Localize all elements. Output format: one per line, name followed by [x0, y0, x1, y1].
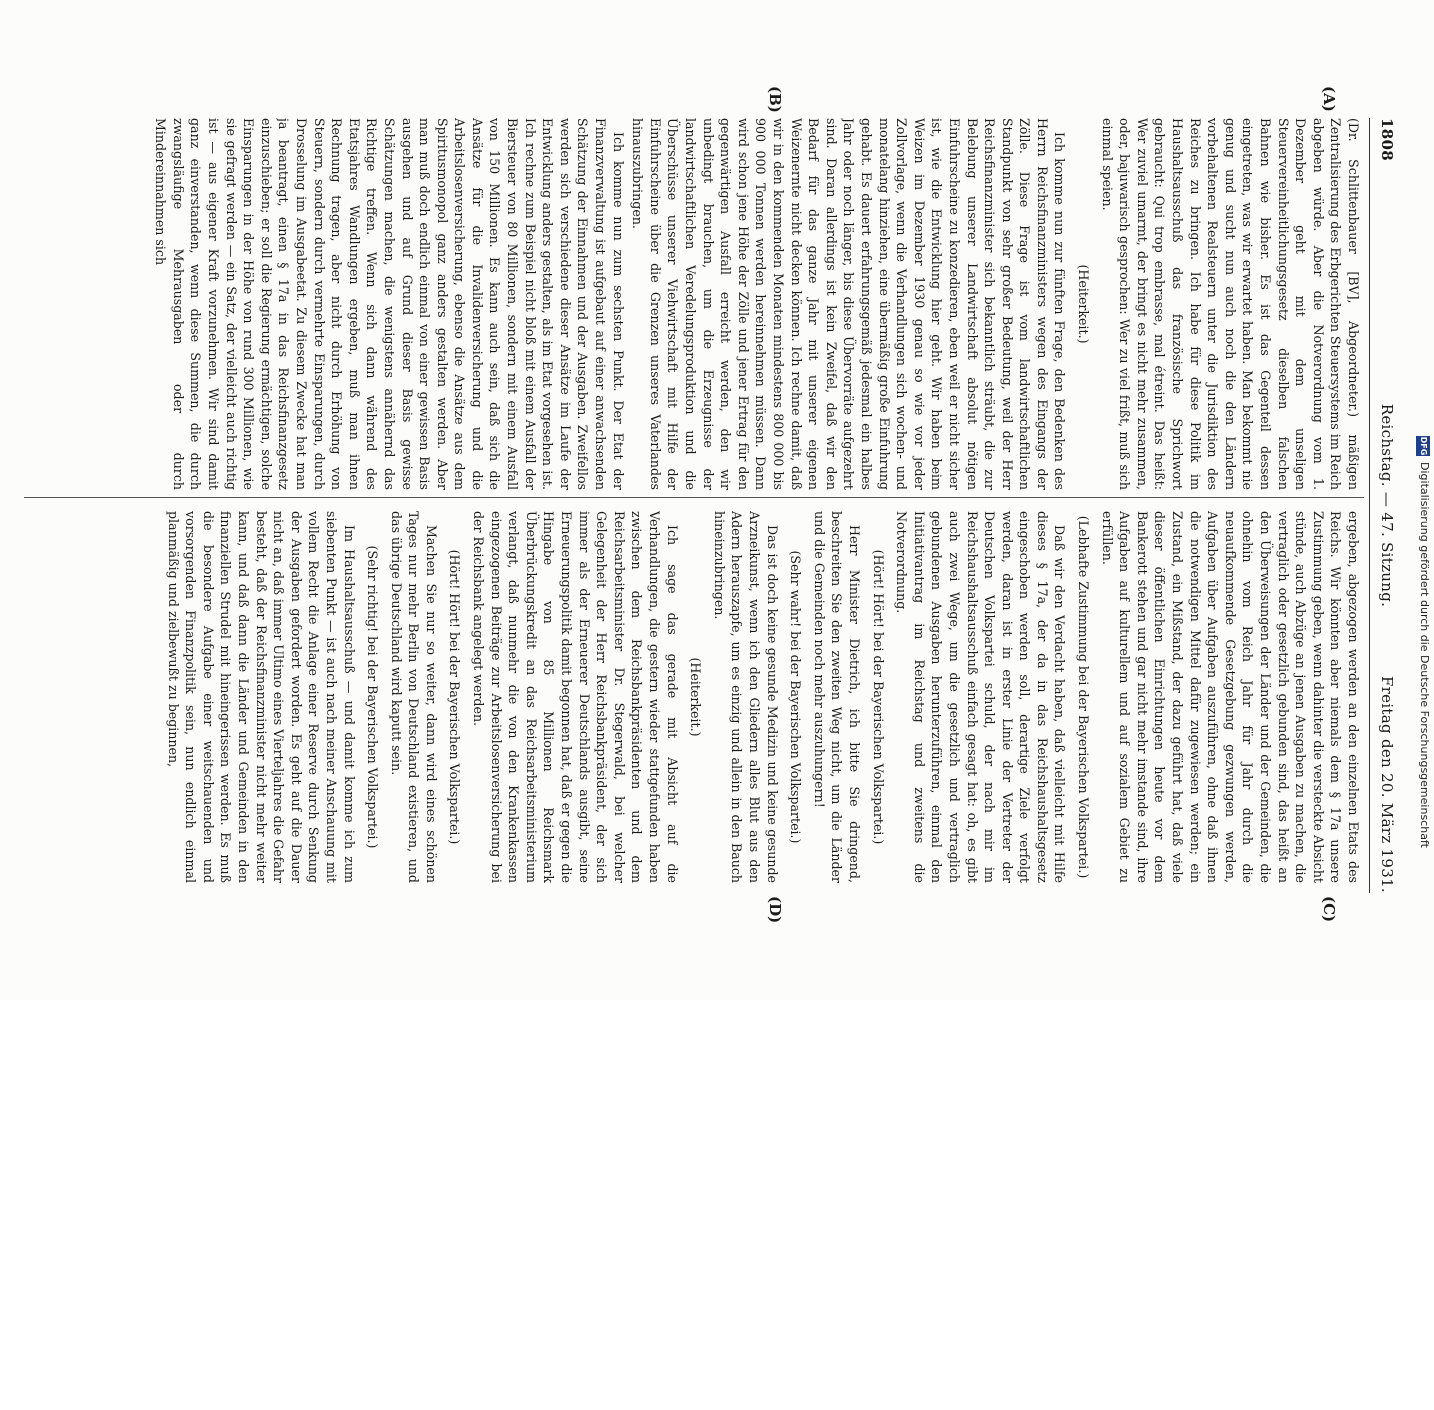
paragraph: Machen Sie nur so weiter, dann wird eines schönen Tages nur mehr Berlin von Deutschland existieren, und das übrige Deutschland wird kaputt sein.: [388, 511, 439, 883]
digitization-footer: [1414, 430, 1432, 1410]
paragraph: Daß wir den Verdacht haben, daß vielleicht mit Hilfe dieses § 17a, der da in das Reichshaushaltsgesetz eingeschoben werden soll, derartige Ziele verfolgt werden, daran ist in erster Linie der Vertreter der Deutschen Volkspartei schuld, der nach mir im Reichshaushaltsausschuß einfach gesagt hat: oh, es gibt auch zwei Wege, um die gesetzlich und vertraglich gebundenen Ausgaben herunterzuführen, einmal den Initiativantrag im Reichstag und zweitens die Notverordnung.: [894, 511, 1068, 883]
paragraph: Ich komme nun zum sechsten Punkt. Der Etat der Finanzverwaltung ist aufgebaut auf einer anwachsenden Schätzung der Einnahmen und der Ausgaben. Zweifellos werden sich verschiedene dieser Ansätze im Laufe der Entwicklung anders gestalten, als im Etat vorgesehen ist. Ich rechne zum Beispiel nicht bloß mit einem Ausfall der Biersteuer von 80 Millionen, sondern mit einem Ausfall von 150 Millionen. Es kann auch sein, daß sich die Ansätze für die Invalidenversicherung und die Arbeitslosenversicherung, ebenso die Ansätze aus dem Spiritusmonopol ganz anders gestalten werden. Aber man muß doch endlich einmal von einer gewissen Basis ausgehen und auf Grund dieser Basis gewisse Schätzungen machen, die wenigstens annähernd das Richtige treffen. Wenn sich dann während des Etatsjahres Wandlungen ergeben, muß man ihnen Rechnung tragen, aber nicht durch Erhöhung von Steuern, sondern durch vermehrte Einsparungen, durch Drosselung im Ausgabeetat. Zu diesem Zwecke hat man ja beantragt, einen § 17a in das Reichsfinanzgesetz einzuschieben; er soll die Regierung ermächtigen, solche Einsparungen in der Höhe von rund 300 Millionen, wie sie gefragt werden — ein Satz, der vielleicht auch richtig ist — aus eigener Kraft vorzunehmen. Wir sind damit ganz einverstanden, wenn diese Summen, die durch zwangsläufige Mehrausgaben oder durch Mindereinnahmen sich: [153, 118, 626, 490]
paragraph: Das ist doch keine gesunde Medizin und keine gesunde Arzneikunst, wenn ich den Gliedern alles Blut aus den Adern herauszapfe, um es einzig und allein in den Bauch hineinzubringen.: [711, 511, 780, 883]
paragraph: Ich sage das gerade mit Absicht auf die Verhandlungen, die gestern wieder stattgefunden haben zwischen dem Reichsbankpräsidenten und dem Reichsarbeitsminister Dr. Stegerwald, bei welcher Gelegenheit der Herr Reichsbankpräsident, der sich immer als der Erneuerer Deutschlands ausgibt, seine Erneuerungspolitik damit begonnen hat, daß er gegen die Hingabe von 85 Millionen Reichsmark Überbrückungskredit an das Reichsarbeitsministerium verlangt, daß nunmehr die von den Krankenkassen eingezogenen Beiträge zur Arbeitslosenversicherung bei der Reichsbank angelegt werden.: [471, 511, 680, 883]
text-column-right: [42, 511, 1362, 883]
margin-marker-d: (D): [766, 896, 784, 924]
page-number: 1808: [1378, 118, 1396, 161]
session-title: Reichstag. — 47. Sitzung.: [1378, 403, 1396, 608]
column-divider: [24, 497, 1364, 498]
interjection: (Hört! Hört! bei der Bayerischen Volkspartei.): [447, 549, 463, 845]
paragraph: ergeben, abgezogen werden an den einzelnen Etats des Reichs. Wir könnten aber niemals dem § 17a unsere Zustimmung geben, wenn dahinter die versteckte Absicht stünde, auch Abzüge an jenen Ausgaben zu machen, die vertraglich oder gesetzlich gebunden sind, das heißt an den Überweisungen der Länder und der Gemeinden, die ohnehin vom Reich Jahr für Jahr durch die neuaufkommende Gesetzgebung gezwungen werden, Aufgaben über Aufgaben auszuführen, ohne daß ihnen die notwendigen Mittel dafür zugewiesen werden; ein Zustand, ein Mißstand, der dazu geführt hat, daß viele dieser öffentlichen Einrichtungen heute vor dem Bankerott stehen und gar nicht mehr imstande sind, ihre Aufgaben auf kulturellem und auf sozialem Gebiet zu erfüllen.: [1099, 511, 1361, 883]
text-column-left: [42, 118, 1362, 490]
paragraph: Herr Minister Dietrich, ich bitte Sie dringend, beschreiten Sie den zweiten Weg nicht, um die Länder und die Gemeinden noch mehr auszuhungern!: [811, 511, 862, 883]
margin-marker-b: (B): [766, 86, 784, 113]
session-date: Freitag den 20. März 1931.: [1378, 675, 1396, 893]
paragraph: Im Haushaltsausschuß — und damit komme ich zum siebenten Punkt — ist auch nach meiner Anschauung mit vollem Recht die Anlage einer Reserve durch Senkung der Ausgaben gefordert worden. Es geht auf die Dauer nicht an, daß immer Ultimo eines Vierteljahres die Gefahr besteht, daß der Reichsfinanzminister nicht mehr weiter kann, und daß dann die Länder und Gemeinden in den finanziellen Strudel mit hineingerissen werden. Es muß die besondere Aufgabe einer weitschauenden und vorsorgenden Finanzpolitik sein, nun endlich einmal planmäßig und zielbewußt zu beginnen,: [165, 511, 357, 883]
paragraph: (Dr. Schlittenbauer [BV], Abgeordneter.) mäßigen Zentralisierung des Erbgerichten Steuersystems im Reich abgeben würde. Aber die Notverordnung vom 1. Dezember geht mit dem unseligen Steuervereinheitlichungsgesetz dieselben falschen Bahnen wie bisher. Es ist das Gegenteil dessen eingetreten, was wir erwartet haben. Man bekommt nie genug und sucht nun auch noch die den Ländern vorbehaltenen Realsteuern unter die Jurisdiktion des Reiches zu bringen. Ich habe für diese Politik im Haushaltsausschuß das französische Sprichwort gebraucht: Qui trop embrasse, mal étreint. Das heißt: Wer zuviel umarmt, der bringt es nicht mehr zusammen, oder, bajuwarisch gesprochen: Wer zu viel frißt, muß sich einmal speien.: [1099, 118, 1361, 490]
interjection: (Sehr richtig! bei der Bayerischen Volkspartei.): [365, 545, 381, 849]
page-header: [1369, 118, 1402, 893]
margin-marker-c: (C): [1320, 896, 1338, 923]
interjection: (Heiterkeit.): [688, 657, 704, 737]
dfg-logo: DFG: [1416, 436, 1430, 456]
margin-marker-a: (A): [1320, 86, 1338, 112]
footer-text: Digitalisierung gefördert durch die Deutsche Forschungsgemeinschaft: [1418, 462, 1431, 848]
interjection: (Hört! Hört! bei der Bayerischen Volkspartei.): [870, 549, 886, 845]
interjection: (Heiterkeit.): [1076, 264, 1092, 344]
interjection: (Lebhafte Zustimmung bei der Bayerischen Volkspartei.): [1076, 515, 1092, 879]
paragraph: Ich komme nun zur fünften Frage, den Bedenken des Herrn Reichsfinanzministers wegen des Eingangs der Zölle. Diese Frage ist vom landwirtschaftlichen Standpunkt von sehr großer Bedeutung, weil der Herr Reichsfinanzminister sich bekanntlich sträubt, die zur Belebung unserer Landwirtschaft absolut nötigen Einfuhrscheine zu konzedieren, eben weil er nicht sicher ist, wie die Entwicklung hier geht. Wir haben beim Weizen im Dezember 1930 genau so wie vor jeder Zollvorlage, wenn die Verhandlungen sich wochen- und monatelang hinziehen, eine übermäßig große Einfuhrung gehabt. Es dauert erfahrungsgemäß jedesmal ein halbes Jahr oder noch länger, bis diese Übervorräte aufgezehrt sind. Daran allerdings ist kein Zweifel, daß wir den Bedarf für das ganze Jahr mit unserer eigenen Weizenernte nicht decken können. Ich rechne damit, daß wir in den kommenden Monaten mindestens 800 000 bis 900 000 Tonnen werden hereinnehmen müssen. Dann wird schon jene Höhe der Zölle und jener Ertrag für den gegenwärtigen Ausfall erreicht werden, den wir unbedingt brauchen, um die Erzeugnisse der landwirtschaftlichen Veredelungsproduktion und die Überschüsse unserer Viehwirtschaft mit Hilfe der Einfuhrscheine über die Grenzen unseres Vaterlandes hinauszubringen.: [630, 118, 1068, 490]
interjection: (Sehr wahr! bei der Bayerischen Volkspartei.): [788, 550, 804, 844]
